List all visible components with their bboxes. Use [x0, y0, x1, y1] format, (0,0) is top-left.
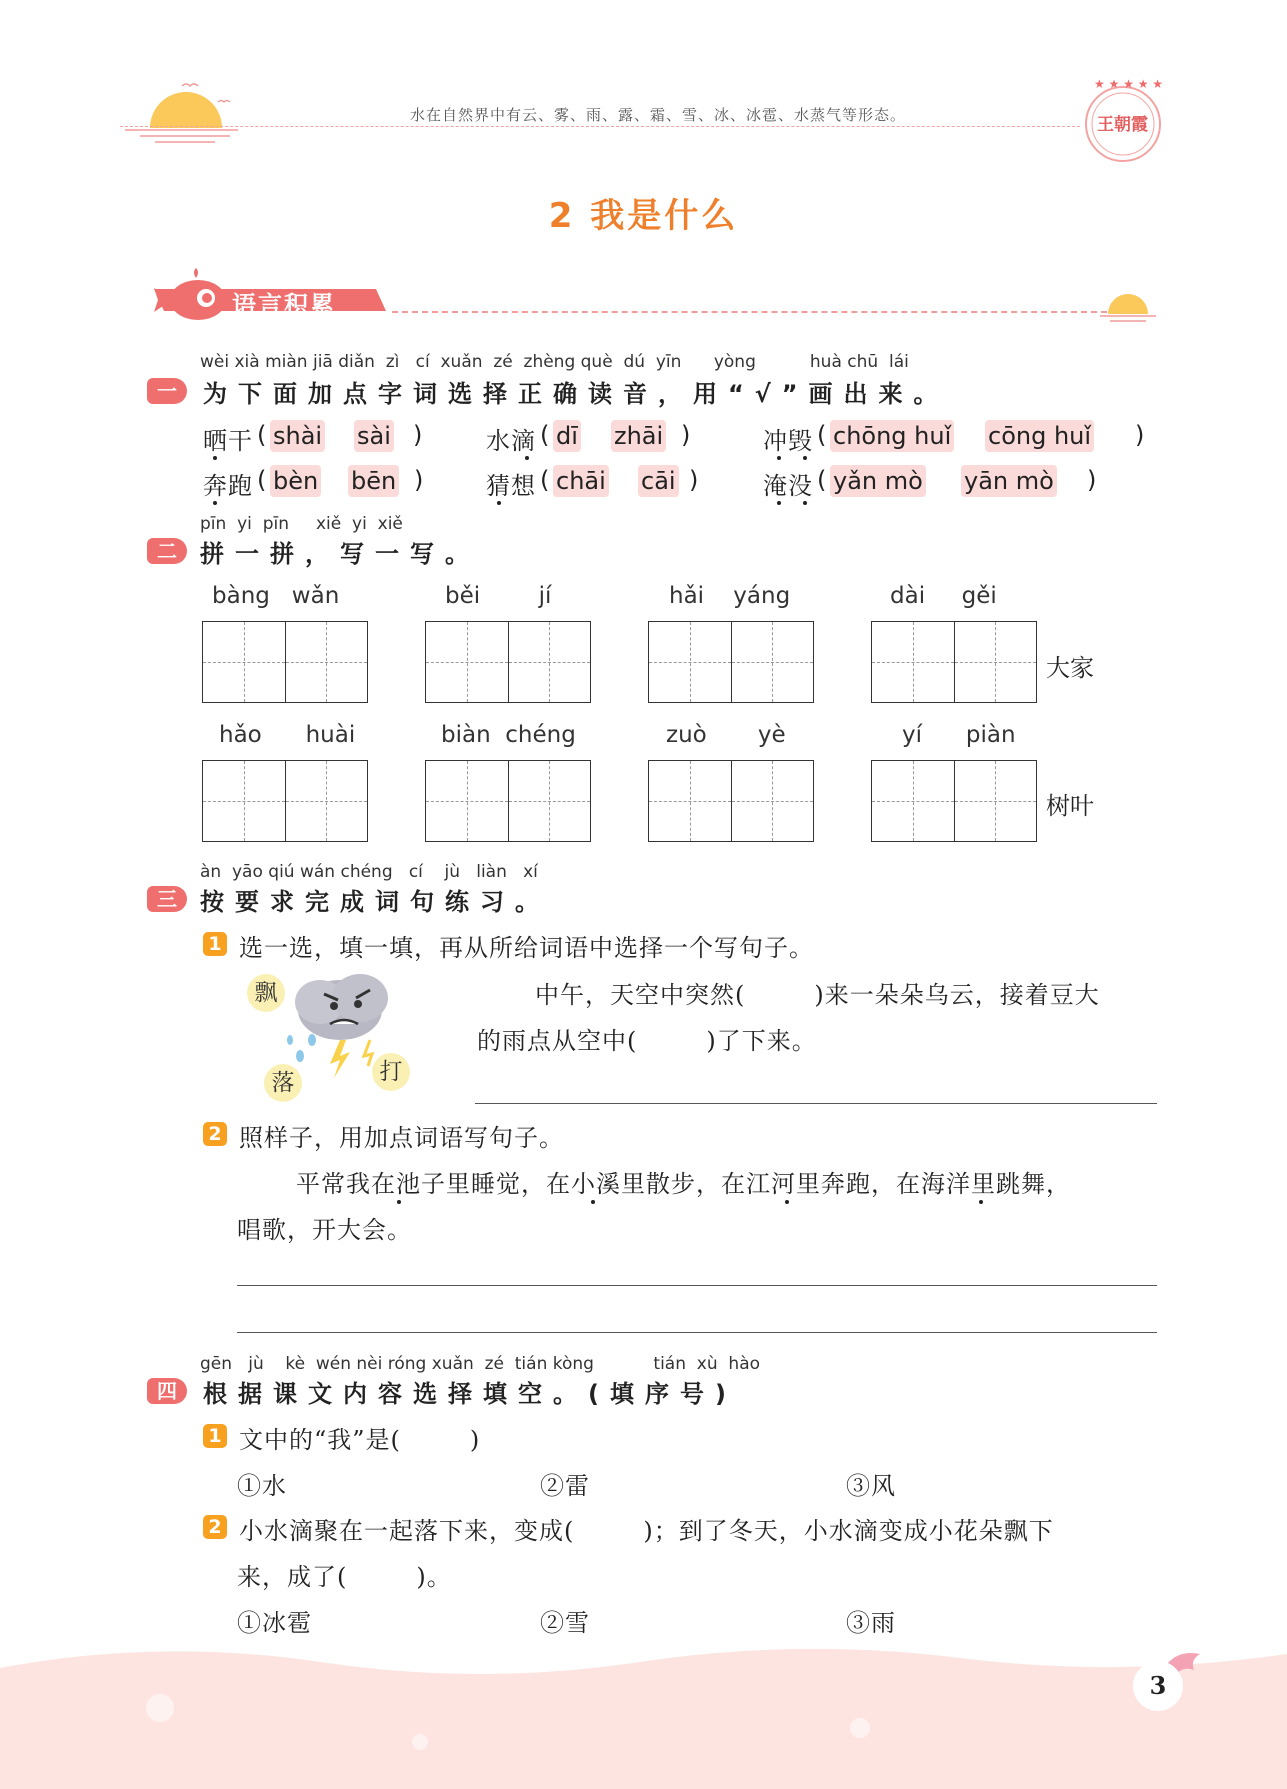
q1-item-yanmo: 淹没 ( yǎn mò yān mò ): [763, 466, 1098, 500]
q4-instruction: 根据课文内容选择填空。(填序号): [203, 1380, 737, 1408]
q4-sub1-option[interactable]: ③风: [846, 1472, 896, 1500]
q1-word: 奔跑: [203, 472, 253, 500]
q4-pinyin: gēn jù kè wén nèi róng xuǎn zé tián kòng tián xù hào: [200, 1354, 761, 1374]
q1-option[interactable]: bèn: [270, 465, 321, 497]
grid-suffix: 树叶: [1046, 792, 1094, 820]
q1-option[interactable]: cōng huǐ: [985, 420, 1094, 452]
q3-number: 三: [147, 886, 187, 912]
q2-number: 二: [147, 538, 187, 564]
q1-row-1: [203, 420, 1163, 454]
section-label: 语言积累: [232, 291, 336, 319]
svg-text:★ ★ ★ ★ ★: ★ ★ ★ ★ ★: [1094, 77, 1164, 91]
q4-sub1-option[interactable]: ②雷: [540, 1472, 590, 1500]
q4-sub2-option[interactable]: ②雪: [540, 1609, 590, 1637]
grid-pinyin: bàng wǎn: [212, 583, 340, 609]
q1-item-shaigan: 晒干 ( shài sài ): [203, 421, 424, 455]
q1-option[interactable]: shài: [270, 420, 325, 452]
q4-sub2-question-line2: 来，成了( )。: [237, 1563, 452, 1591]
q3-sub1-sentence-line2: 的雨点从空中( )了下来。: [477, 1027, 817, 1055]
grid-pinyin: hǎi yáng: [669, 583, 791, 609]
answer-line[interactable]: [237, 1332, 1157, 1333]
page-number: 3: [1133, 1661, 1183, 1711]
answer-line[interactable]: [237, 1285, 1157, 1286]
header-divider: [120, 126, 1080, 127]
writing-grid[interactable]: [648, 760, 814, 842]
q1-option[interactable]: sài: [354, 420, 394, 452]
grid-pinyin: hǎo huài: [219, 722, 356, 748]
q3-sub2-number: 2: [203, 1122, 227, 1146]
q4-number: 四: [147, 1378, 187, 1404]
q1-item-shuidi: 水滴 ( dī zhāi ): [486, 421, 692, 455]
page-title: 2 我是什么: [548, 196, 739, 236]
grid-pinyin: běi jí: [445, 583, 552, 609]
sun-icon: [120, 72, 240, 152]
grid-suffix: 大家: [1046, 654, 1094, 682]
q3-sub1-number: 1: [203, 932, 227, 956]
q1-instruction: 为下面加点字词选择正确读音，用“√”画出来。: [203, 380, 949, 408]
grid-pinyin: yí piàn: [902, 722, 1016, 748]
q3-sub2-example-line2: 唱歌，开大会。: [237, 1216, 412, 1244]
q1-option[interactable]: yǎn mò: [830, 465, 926, 497]
q1-item-caixiang: 猜想 ( chāi cāi ): [486, 466, 700, 500]
grid-pinyin: dài gěi: [890, 583, 997, 609]
q1-option[interactable]: cāi: [638, 465, 679, 497]
writing-grid[interactable]: [202, 621, 368, 703]
q1-word: 猜想: [486, 472, 536, 500]
writing-grid[interactable]: [425, 621, 591, 703]
q1-option[interactable]: dī: [553, 420, 581, 452]
q3-pinyin: àn yāo qiú wán chéng cí jù liàn xí: [200, 862, 538, 882]
grid-pinyin: zuò yè: [666, 722, 786, 748]
q3-sub1-instruction: 选一选，填一填，再从所给词语中选择一个写句子。: [239, 934, 814, 962]
q1-option[interactable]: chōng huǐ: [830, 420, 954, 452]
q3-instruction: 按要求完成词句练习。: [200, 888, 550, 916]
q4-sub2-question-line1: 小水滴聚在一起落下来，变成( )；到了冬天，小水滴变成小花朵飘下: [239, 1517, 1054, 1545]
writing-grid[interactable]: [871, 621, 1037, 703]
section-divider: [392, 311, 1137, 313]
word-option: 打: [372, 1053, 410, 1091]
writing-grid[interactable]: [425, 760, 591, 842]
writing-grid[interactable]: [648, 621, 814, 703]
q1-word: 水滴: [486, 427, 536, 455]
q3-sub2-example-line1: 平常我在池子里睡觉，在小溪里散步，在江河里奔跑，在海洋里跳舞，: [296, 1170, 1071, 1198]
footer-wave: [0, 1638, 1287, 1789]
q1-item-benpao: 奔跑 ( bèn bēn ): [203, 466, 425, 500]
q1-option[interactable]: chāi: [553, 465, 609, 497]
q4-sub1-number: 1: [203, 1424, 227, 1448]
q2-instruction: 拼一拼，写一写。: [200, 540, 480, 568]
q4-sub1-option[interactable]: ①水: [237, 1472, 287, 1500]
q4-sub2-option[interactable]: ①冰雹: [237, 1609, 312, 1637]
header-tip: 水在自然界中有云、雾、雨、露、霜、雪、冰、冰雹、水蒸气等形态。: [410, 106, 907, 124]
q1-number: 一: [147, 378, 187, 404]
q1-row-2: [203, 465, 1163, 499]
q1-word: 晒干: [203, 427, 253, 455]
q1-item-chonghui: 冲毁 ( chōng huǐ cōng huǐ ): [763, 421, 1146, 455]
q4-sub1-question: 文中的“我”是( ): [239, 1426, 481, 1454]
small-sun-icon: [1100, 288, 1156, 328]
writing-grid[interactable]: [871, 760, 1037, 842]
q1-word: 淹没: [763, 472, 813, 500]
brand-seal: [1080, 74, 1166, 164]
grid-pinyin: biàn chéng: [441, 722, 576, 748]
q3-sub2-instruction: 照样子，用加点词语写句子。: [239, 1124, 564, 1152]
q4-sub2-option[interactable]: ③雨: [846, 1609, 896, 1637]
q1-option[interactable]: bēn: [348, 465, 399, 497]
q2-pinyin: pīn yi pīn xiě yi xiě: [200, 514, 403, 534]
word-option: 落: [264, 1064, 302, 1102]
q4-sub2-number: 2: [203, 1515, 227, 1539]
whale-icon: [150, 266, 230, 326]
q1-word: 冲毁: [763, 427, 813, 455]
q1-pinyin: wèi xià miàn jiā diǎn zì cí xuǎn zé zhèng què dú yīn yòng huà chū lái: [200, 352, 909, 372]
answer-line[interactable]: [475, 1103, 1157, 1104]
word-option: 飘: [247, 974, 285, 1012]
writing-grid[interactable]: [202, 760, 368, 842]
seal-text: 王朝霞: [1097, 115, 1148, 135]
q1-option[interactable]: zhāi: [611, 420, 666, 452]
q3-sub1-sentence-line1: 中午，天空中突然( )来一朵朵乌云，接着豆大: [535, 981, 1100, 1009]
q1-option[interactable]: yān mò: [961, 465, 1057, 497]
